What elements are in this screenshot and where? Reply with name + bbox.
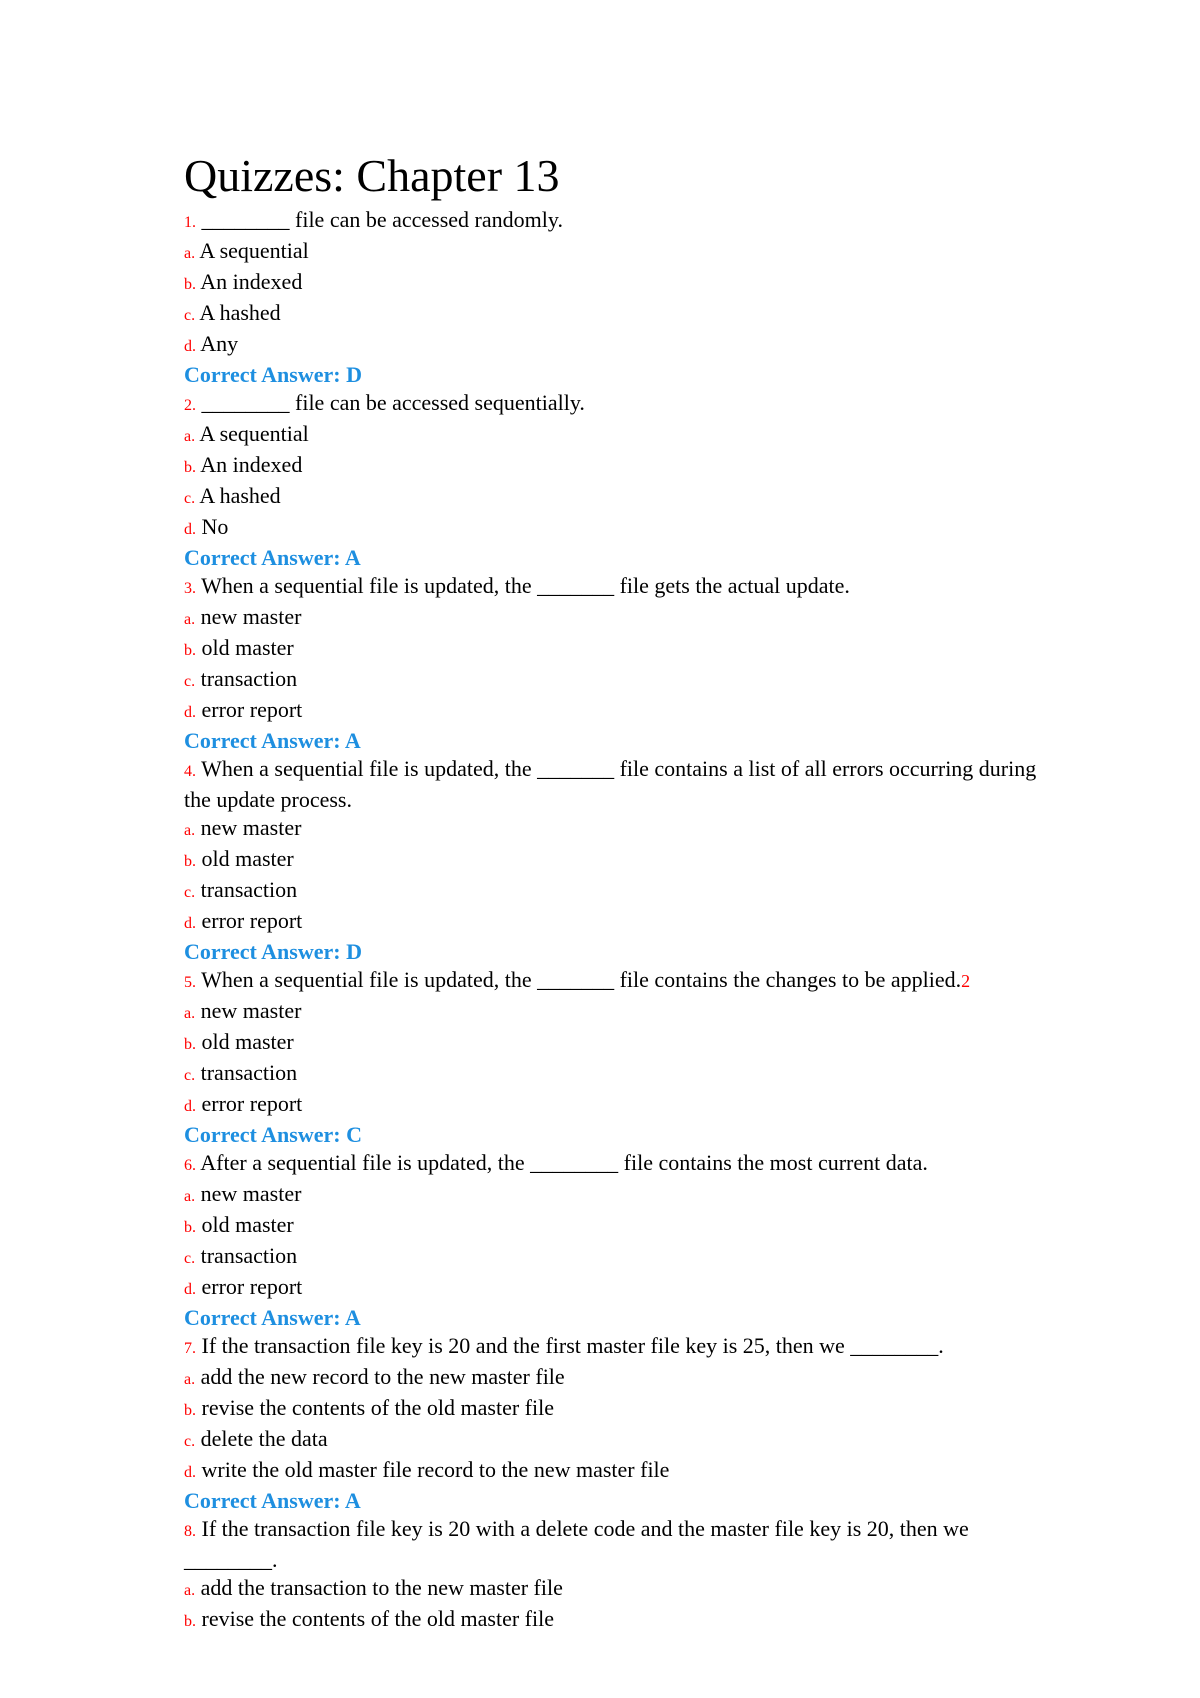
option-marker: d.: [184, 338, 196, 355]
option-line: [184, 997, 1064, 1028]
option-line: [184, 634, 1064, 665]
option-marker: c.: [184, 307, 196, 324]
option-marker: c.: [184, 1433, 196, 1450]
question-text: ________ file can be accessed randomly.: [196, 207, 563, 232]
option-text: new master: [195, 604, 302, 629]
option-marker: b.: [184, 459, 196, 476]
option-text: No: [196, 514, 229, 539]
question-block: [184, 755, 1064, 966]
option-line: [184, 1425, 1064, 1456]
option-marker: b.: [184, 642, 196, 659]
question-line: [184, 206, 1064, 237]
option-marker: b.: [184, 276, 196, 293]
option-line: [184, 330, 1064, 361]
option-marker: c.: [184, 1250, 196, 1267]
question-line: [184, 1515, 1064, 1574]
question-block: [184, 1149, 1064, 1332]
question-number: 8.: [184, 1523, 196, 1540]
option-line: [184, 1363, 1064, 1394]
question-line: [184, 1332, 1064, 1363]
option-text: old master: [196, 1212, 294, 1237]
correct-answer: Correct Answer: D: [184, 939, 362, 964]
correct-answer: Correct Answer: C: [184, 1122, 362, 1147]
option-text: Any: [196, 331, 239, 356]
option-marker: a.: [184, 1188, 196, 1205]
question-number: 5.: [184, 974, 196, 991]
option-text: old master: [196, 846, 294, 871]
question-block: [184, 206, 1064, 389]
question-block: [184, 1332, 1064, 1515]
option-marker: a.: [184, 1371, 196, 1388]
option-marker: b.: [184, 853, 196, 870]
option-marker: b.: [184, 1613, 196, 1630]
question-text: If the transaction file key is 20 with a delete code and the master file key is 20, then we ________.: [184, 1516, 975, 1572]
option-text: transaction: [195, 877, 298, 902]
question-block: [184, 1515, 1064, 1636]
option-line: [184, 1028, 1064, 1059]
question-line: [184, 966, 1064, 997]
option-marker: a.: [184, 822, 196, 839]
option-line: [184, 907, 1064, 938]
option-text: delete the data: [195, 1426, 328, 1451]
question-line: [184, 572, 1064, 603]
option-marker: c.: [184, 490, 196, 507]
option-text: old master: [196, 635, 294, 660]
question-number: 1.: [184, 214, 196, 231]
option-line: [184, 1456, 1064, 1487]
option-line: [184, 1059, 1064, 1090]
correct-answer: Correct Answer: D: [184, 362, 362, 387]
option-marker: a.: [184, 611, 196, 628]
option-line: [184, 1394, 1064, 1425]
question-line: [184, 1149, 1064, 1180]
question-number: 4.: [184, 763, 196, 780]
option-marker: d.: [184, 915, 196, 932]
option-line: [184, 814, 1064, 845]
option-line: [184, 1242, 1064, 1273]
option-line: [184, 513, 1064, 544]
option-line: [184, 1574, 1064, 1605]
question-block: [184, 389, 1064, 572]
option-line: [184, 603, 1064, 634]
option-marker: b.: [184, 1402, 196, 1419]
option-marker: b.: [184, 1036, 196, 1053]
option-line: [184, 299, 1064, 330]
option-marker: c.: [184, 673, 196, 690]
option-text: new master: [195, 998, 302, 1023]
option-text: A hashed: [195, 300, 281, 325]
question-number: 7.: [184, 1340, 196, 1357]
option-text: A sequential: [195, 238, 309, 263]
option-line: [184, 1211, 1064, 1242]
question-text: ________ file can be accessed sequentially.: [196, 390, 585, 415]
option-line: [184, 237, 1064, 268]
option-marker: c.: [184, 884, 196, 901]
option-line: [184, 845, 1064, 876]
option-text: new master: [195, 1181, 302, 1206]
correct-answer: Correct Answer: A: [184, 1305, 361, 1330]
option-text: error report: [196, 1274, 303, 1299]
option-line: [184, 696, 1064, 727]
question-number: 3.: [184, 580, 196, 597]
option-marker: d.: [184, 1464, 196, 1481]
question-block: [184, 966, 1064, 1149]
option-text: revise the contents of the old master file: [196, 1606, 554, 1631]
question-block: [184, 572, 1064, 755]
option-text: An indexed: [196, 452, 303, 477]
option-line: [184, 1273, 1064, 1304]
option-text: add the transaction to the new master file: [195, 1575, 563, 1600]
question-text: When a sequential file is updated, the _______ file contains a list of all errors occurring during the update process.: [184, 756, 1042, 812]
option-text: error report: [196, 908, 303, 933]
option-text: transaction: [195, 1060, 298, 1085]
option-line: [184, 451, 1064, 482]
option-line: [184, 876, 1064, 907]
option-marker: c.: [184, 1067, 196, 1084]
option-text: A sequential: [195, 421, 309, 446]
option-line: [184, 1090, 1064, 1121]
footnote-mark: 2: [961, 971, 971, 991]
option-line: [184, 1605, 1064, 1636]
option-marker: a.: [184, 1005, 196, 1022]
option-marker: a.: [184, 245, 196, 262]
option-line: [184, 420, 1064, 451]
option-text: revise the contents of the old master file: [196, 1395, 554, 1420]
question-text: When a sequential file is updated, the _______ file gets the actual update.: [196, 573, 850, 598]
option-text: transaction: [195, 1243, 298, 1268]
option-marker: d.: [184, 704, 196, 721]
question-text: After a sequential file is updated, the ________ file contains the most current data.: [196, 1150, 928, 1175]
option-marker: d.: [184, 1098, 196, 1115]
option-line: [184, 1180, 1064, 1211]
question-number: 2.: [184, 397, 196, 414]
correct-answer: Correct Answer: A: [184, 545, 361, 570]
option-line: [184, 665, 1064, 696]
option-text: An indexed: [196, 269, 303, 294]
question-text: If the transaction file key is 20 and the first master file key is 25, then we ________.: [196, 1333, 944, 1358]
option-text: error report: [196, 1091, 303, 1116]
option-marker: d.: [184, 1281, 196, 1298]
option-text: old master: [196, 1029, 294, 1054]
question-number: 6.: [184, 1157, 196, 1174]
option-marker: d.: [184, 521, 196, 538]
option-text: transaction: [195, 666, 298, 691]
option-text: A hashed: [195, 483, 281, 508]
option-marker: a.: [184, 428, 196, 445]
option-text: error report: [196, 697, 303, 722]
correct-answer: Correct Answer: A: [184, 1488, 361, 1513]
option-text: add the new record to the new master file: [195, 1364, 565, 1389]
correct-answer: Correct Answer: A: [184, 728, 361, 753]
option-marker: b.: [184, 1219, 196, 1236]
question-line: [184, 389, 1064, 420]
page-title: Quizzes: Chapter 13: [184, 150, 560, 201]
quiz-page: [184, 146, 1064, 1636]
option-line: [184, 268, 1064, 299]
option-text: new master: [195, 815, 302, 840]
option-text: write the old master file record to the new master file: [196, 1457, 670, 1482]
option-line: [184, 482, 1064, 513]
option-marker: a.: [184, 1582, 196, 1599]
question-text: When a sequential file is updated, the _______ file contains the changes to be applied.: [196, 967, 962, 992]
question-line: [184, 755, 1064, 814]
